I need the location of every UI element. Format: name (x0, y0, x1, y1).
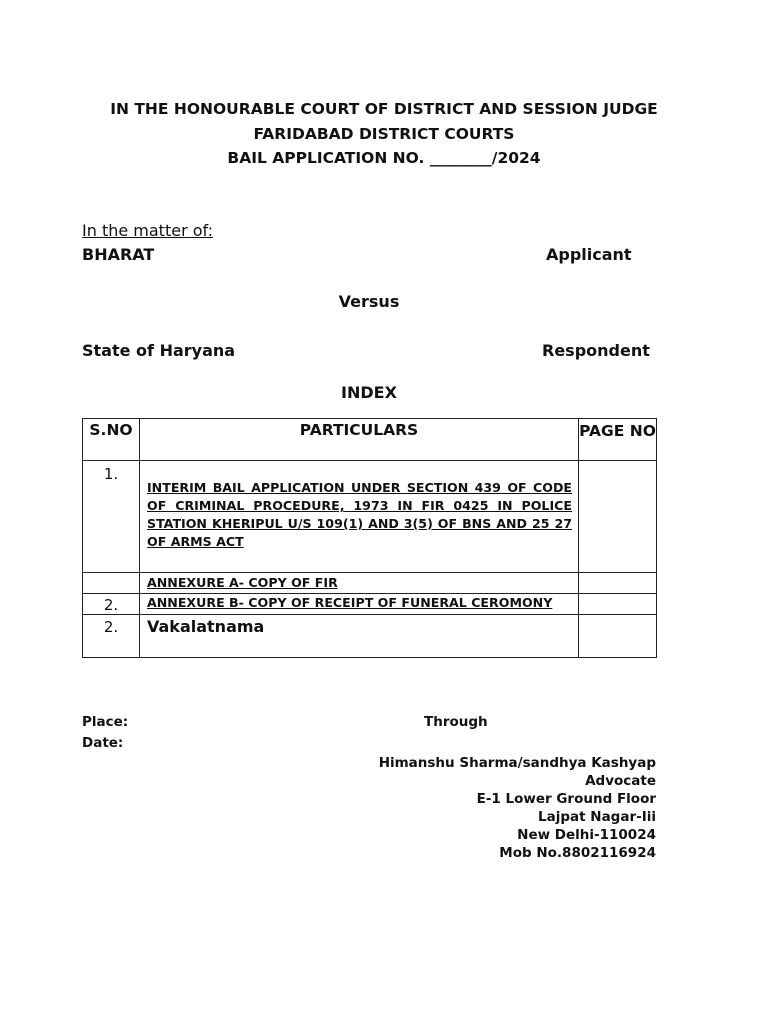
address-line-2: Lajpat Nagar-Iii (538, 809, 656, 825)
row-page-no (579, 594, 657, 615)
index-table (82, 418, 657, 658)
matter-label: In the matter of: (82, 221, 213, 240)
row-particulars: Vakalatnama (140, 615, 579, 658)
date-label: Date: (82, 735, 124, 751)
applicant-role: Applicant (546, 245, 632, 264)
address-line-3: New Delhi-110024 (517, 827, 656, 843)
column-header-page-no: PAGE NO (579, 419, 657, 461)
table-row (83, 615, 657, 658)
row-particulars: ANNEXURE A- COPY OF FIR (140, 573, 579, 594)
row-page-no (579, 615, 657, 658)
row-sno: 1. (83, 461, 140, 573)
row-sno: 2. (83, 594, 140, 615)
mobile-number: Mob No.8802116924 (499, 845, 656, 861)
row-page-no (579, 461, 657, 573)
application-number: BAIL APPLICATION NO. ________/2024 (227, 149, 541, 167)
row-sno (83, 573, 140, 594)
column-header-sno: S.NO (83, 419, 140, 461)
row-sno: 2. (83, 615, 140, 658)
row-particulars: INTERIM BAIL APPLICATION UNDER SECTION 439 OF CODE OF CRIMINAL PROCEDURE, 1973 IN FIR 0425 IN POLICE STATION KHERIPUL U/S 109(1) AND 3(5) OF BNS AND 25 27 OF ARMS ACT (140, 461, 579, 573)
court-title: IN THE HONOURABLE COURT OF DISTRICT AND SESSION JUDGE (110, 100, 658, 118)
court-subtitle: FARIDABAD DISTRICT COURTS (253, 125, 515, 143)
respondent-role: Respondent (542, 341, 650, 360)
index-title: INDEX (341, 383, 397, 402)
versus-label: Versus (338, 292, 400, 311)
column-header-particulars: PARTICULARS (140, 419, 579, 461)
table-row (83, 461, 657, 573)
row-particulars: ANNEXURE B- COPY OF RECEIPT OF FUNERAL CEROMONY (140, 594, 579, 615)
row-page-no (579, 573, 657, 594)
advocate-title: Advocate (585, 773, 656, 789)
table-row (83, 573, 657, 594)
table-header-row (83, 419, 657, 461)
table-row (83, 594, 657, 615)
through-label: Through (424, 714, 488, 730)
address-line-1: E-1 Lower Ground Floor (476, 791, 656, 807)
advocate-names: Himanshu Sharma/sandhya Kashyap (378, 755, 656, 771)
respondent-name: State of Haryana (82, 341, 236, 360)
applicant-name: BHARAT (82, 245, 155, 264)
place-label: Place: (82, 714, 129, 730)
